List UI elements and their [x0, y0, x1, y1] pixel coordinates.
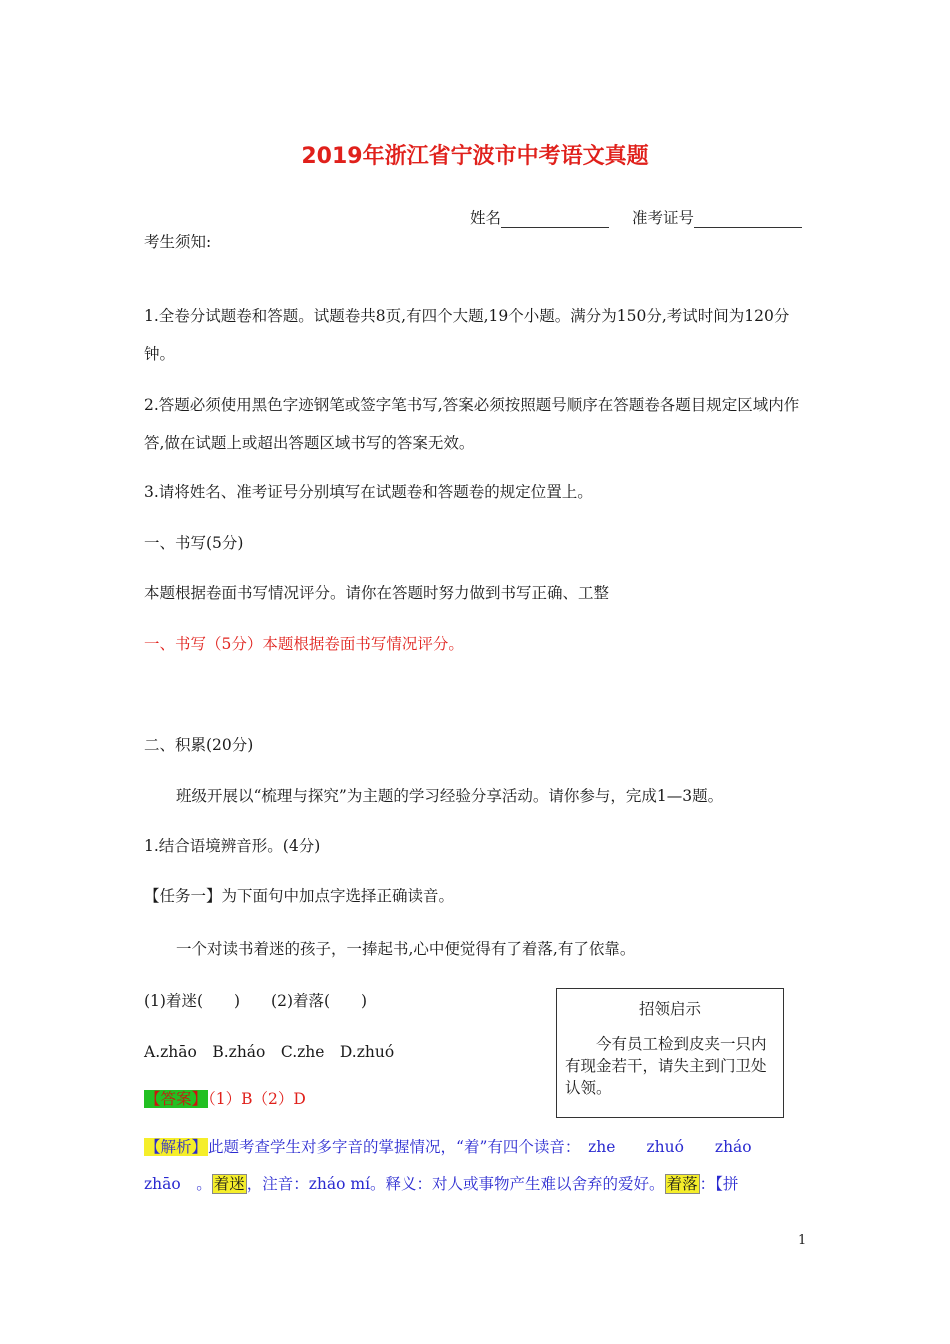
highlight-word-1: 着迷 — [213, 1175, 245, 1193]
options-row: (1)着迷( ) (2)着落( ) — [144, 992, 368, 1010]
analysis-text-2a: zhāo 。 — [144, 1175, 212, 1193]
notice-body: 今有员工检到皮夹一只内有现金若干，请失主到门卫处认领。 — [565, 1035, 767, 1097]
rule-3: 3.请将姓名、准考证号分别填写在试题卷和答题卷的规定位置上。 — [144, 483, 593, 501]
rule-2: 2.答题必须使用黑色字迹钢笔或签字笔书写,答案必须按照题号顺序在答题卷各题目规定区域内作答,做在试题上或超出答题区域书写的答案无效。 — [144, 396, 800, 452]
answer-row — [144, 1089, 306, 1109]
rule-1: 1.全卷分试题卷和答题。试题卷共8页,有四个大题,19个小题。满分为150分,考试时间为120分钟。 — [144, 307, 790, 363]
task-1: 【任务一】为下面句中加点字选择正确读音。 — [144, 887, 455, 905]
name-blank[interactable] — [501, 211, 609, 228]
notice-title: 招领启示 — [638, 1000, 701, 1018]
candidate-info-row — [470, 206, 802, 228]
analysis-text-2c: ：【拼 — [699, 1175, 739, 1193]
name-label: 姓名 — [470, 209, 502, 227]
example-sentence: 一个对读书着迷的孩子，一捧起书,心中便觉得有了着落,有了依靠。 — [176, 940, 636, 958]
exam-id-label: 准考证号 — [631, 209, 694, 227]
analysis-text-1: 此题考查学生对多字音的掌握情况，“着”有四个读音： zhe zhuó zháo — [208, 1138, 752, 1156]
analysis-line-2 — [144, 1174, 738, 1194]
answer-tag: 【答案】 — [145, 1090, 208, 1108]
section2-intro: 班级开展以“梳理与探究”为主题的学习经验分享活动。请你参与，完成1—3题。 — [176, 787, 724, 805]
analysis-tag: 【解析】 — [145, 1138, 208, 1156]
lost-and-found-notice — [556, 988, 784, 1118]
question-1: 1.结合语境辨音形。(4分) — [144, 837, 321, 855]
choices-row: A.zhāo B.zháo C.zhe D.zhuó — [144, 1043, 395, 1061]
section1-text: 本题根据卷面书写情况评分。请你在答题时努力做到书写正确、工整 — [144, 584, 610, 602]
page-title: 2019年浙江省宁波市中考语文真题 — [301, 144, 649, 169]
section1-answer: 一、书写（5分）本题根据卷面书写情况评分。 — [144, 635, 464, 653]
section2-heading: 二、积累(20分) — [144, 736, 254, 754]
analysis-line-1 — [144, 1137, 752, 1157]
page-number: 1 — [798, 1233, 807, 1248]
answer-text: （1）B（2）D — [208, 1090, 306, 1108]
exam-id-blank[interactable] — [694, 211, 802, 228]
section1-heading: 一、书写(5分) — [144, 534, 244, 552]
analysis-text-2b: ，注音：zháo mí。释义：对人或事物产生难以舍弃的爱好。 — [246, 1175, 665, 1193]
highlight-word-2: 着落 — [666, 1175, 698, 1193]
notice-heading: 考生须知: — [144, 233, 212, 251]
